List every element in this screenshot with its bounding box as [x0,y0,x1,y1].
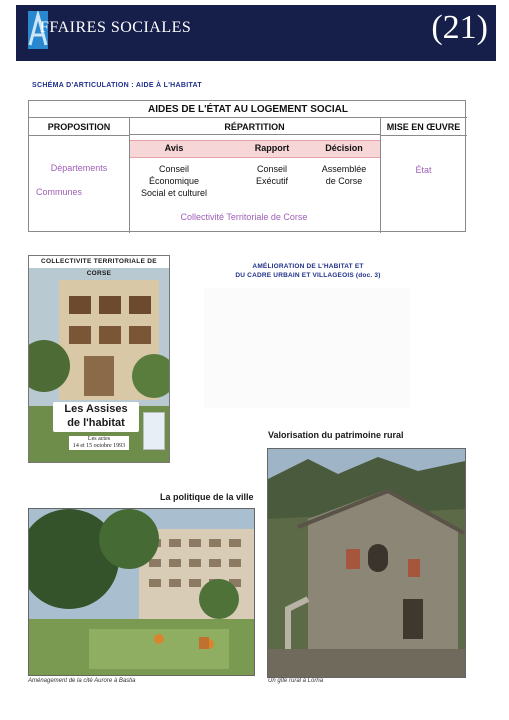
cite-aurore-photo [28,508,255,676]
avis-line1: Conseil [158,164,189,174]
prop-departements: Départements [50,163,108,173]
col-mise-en-oeuvre: MISE EN ŒUVRE [386,122,461,132]
actes-line1: Les actes [87,436,111,442]
schema-title: SCHÉMA D'ARTICULATION : AIDE À L'HABITAT [32,82,202,89]
cover-banner: COLLECTIVITE TERRITORIALE DE CORSE [29,256,169,268]
table-divider [129,134,380,135]
aides-table [28,100,466,232]
decision-line2: de Corse [325,176,363,186]
sub-rapport: Rapport [254,143,290,153]
cite-illustration [29,509,254,675]
cover-logo [143,412,165,450]
cover-title-line1: Les Assises [64,403,128,415]
page-number: (21) [431,9,488,46]
sub-avis: Avis [164,143,184,153]
rapport-line2: Exécutif [255,176,288,186]
decision-line1: Assemblée [321,164,367,174]
col-proposition: PROPOSITION [47,122,111,132]
table-divider [380,135,467,136]
ville-caption: Aménagement de la cité Aurore à Bastia [28,678,136,684]
collectivite-label: Collectivité Territoriale de Corse [180,212,308,222]
rural-caption: Un gîte rural à Lorna [268,678,324,684]
page-header [16,5,496,61]
avis-line2: Économique [148,176,200,186]
amelioration-line1: AMÉLIORATION DE L'HABITAT ET [252,263,364,270]
rapport-line1: Conseil [256,164,287,174]
rural-heading: Valorisation du patrimoine rural [268,430,404,440]
avis-line3: Social et culturel [140,188,208,198]
sub-decision: Décision [325,143,363,153]
cover-actes [69,436,129,450]
actes-line2: 14 et 15 octobre 1993 [72,443,126,449]
section-title: FFAIRES SOCIALES [40,19,192,36]
stone-house-illustration [268,449,465,677]
cover-title [53,402,139,432]
amelioration-heading [204,262,412,280]
assises-cover-image [28,255,170,463]
table-title: AIDES DE L'ÉTAT AU LOGEMENT SOCIAL [148,104,348,115]
prop-communes: Communes [35,187,82,197]
col-repartition: RÉPARTITION [224,122,285,132]
ville-heading: La politique de la ville [160,492,254,502]
table-divider [29,135,129,136]
mise-etat: État [415,165,432,175]
cover-title-line2: de l'habitat [67,417,125,429]
blank-area [204,288,410,408]
amelioration-line2: DU CADRE URBAIN ET VILLAGEOIS (doc. 3) [235,272,381,279]
rural-gite-photo [267,448,466,678]
table-divider [29,117,467,118]
